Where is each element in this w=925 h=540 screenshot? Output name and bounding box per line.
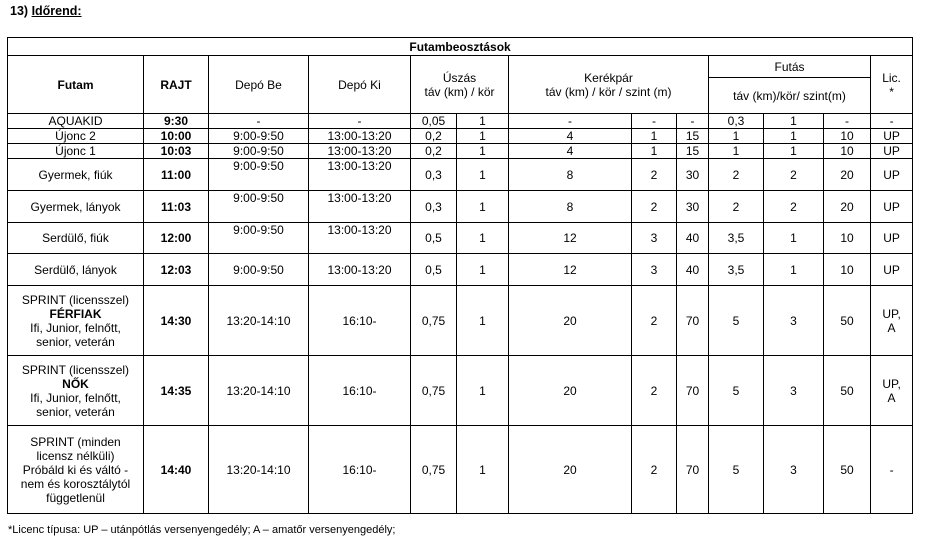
cell-bike-tav: 20	[509, 356, 632, 426]
cell-line: Ifi, Junior, felnőtt,	[30, 320, 121, 335]
cell-bike-tav: 12	[509, 223, 632, 254]
cell-depo-be: 9:00-9:50	[209, 191, 309, 223]
cell-futam	[8, 356, 144, 426]
header-lic-label: Lic.	[882, 70, 901, 85]
cell-run-szint: 10	[824, 129, 871, 144]
cell-uszas-kor: 1	[457, 286, 509, 356]
cell-bike-kor: -	[632, 114, 677, 129]
cell-line: SPRINT (licensszel)	[21, 362, 130, 377]
cell-bike-tav: 4	[509, 144, 632, 159]
cell-depo-ki: 16:10-	[309, 426, 411, 514]
cell-run-tav: 3,5	[709, 223, 764, 254]
cell-bike-szint: 30	[677, 159, 709, 191]
table-row	[8, 254, 913, 286]
cell-uszas-tav: 0,75	[411, 286, 457, 356]
cell-bike-tav: 8	[509, 191, 632, 223]
cell-bike-szint: 70	[677, 286, 709, 356]
schedule-table	[7, 37, 913, 514]
cell-bike-szint: 15	[677, 129, 709, 144]
cell-bike-szint: 40	[677, 254, 709, 286]
cell-line: Újonc 2	[55, 129, 96, 143]
cell-line: függetlenül	[46, 490, 105, 505]
cell-bike-kor: 2	[632, 159, 677, 191]
cell-depo-ki: -	[309, 114, 411, 129]
section-number: 13)	[10, 4, 29, 18]
cell-line: FÉRFIAK	[49, 306, 102, 321]
cell-line: A	[887, 390, 896, 405]
header-kerekpar	[509, 56, 709, 114]
cell-line: Serdülő, lányok	[34, 262, 117, 277]
cell-depo-be: -	[209, 114, 309, 129]
cell-line: licensz nélküli)	[36, 448, 115, 463]
header-lic-star: *	[889, 84, 894, 99]
cell-futam	[8, 254, 144, 286]
cell-uszas-tav: 0,75	[411, 426, 457, 514]
cell-line: NŐK	[62, 376, 89, 391]
table-row	[8, 129, 913, 144]
cell-bike-tav: 20	[509, 426, 632, 514]
cell-bike-tav: 4	[509, 129, 632, 144]
cell-bike-kor: 2	[632, 426, 677, 514]
section-title: Időrend:	[31, 4, 82, 18]
cell-uszas-tav: 0,75	[411, 356, 457, 426]
cell-line: SPRINT (licensszel)	[21, 292, 130, 307]
section-heading	[10, 4, 82, 18]
header-futam: Futam	[8, 56, 144, 114]
cell-run-tav: 1	[709, 144, 764, 159]
cell-bike-kor: 1	[632, 129, 677, 144]
cell-run-tav: 2	[709, 159, 764, 191]
cell-depo-be: 9:00-9:50	[209, 159, 309, 191]
cell-uszas-kor: 1	[457, 129, 509, 144]
cell-futam	[8, 286, 144, 356]
header-depo-be: Depó Be	[209, 56, 309, 114]
cell-futam	[8, 129, 144, 144]
cell-bike-szint: 30	[677, 191, 709, 223]
cell-rajt: 12:00	[144, 223, 209, 254]
header-kerekpar-sub: táv (km) / kör / szint (m)	[545, 84, 672, 99]
cell-bike-tav: 8	[509, 159, 632, 191]
cell-run-tav: 5	[709, 426, 764, 514]
cell-run-kor: 1	[764, 114, 824, 129]
cell-line: Gyermek, lányok	[30, 199, 121, 214]
cell-run-kor: 3	[764, 286, 824, 356]
cell-run-szint: -	[824, 114, 871, 129]
cell-bike-tav: 20	[509, 286, 632, 356]
table-row	[8, 223, 913, 254]
table-title-row	[8, 38, 913, 56]
cell-line: senior, veterán	[36, 334, 115, 349]
table-row	[8, 286, 913, 356]
cell-run-kor: 2	[764, 191, 824, 223]
cell-run-kor: 1	[764, 144, 824, 159]
table-row	[8, 191, 913, 223]
cell-rajt: 9:30	[144, 114, 209, 129]
cell-run-szint: 10	[824, 254, 871, 286]
cell-line: senior, veterán	[36, 404, 115, 419]
cell-rajt: 10:03	[144, 144, 209, 159]
cell-bike-szint: 40	[677, 223, 709, 254]
cell-depo-ki: 13:00-13:20	[309, 223, 411, 254]
header-row	[8, 56, 913, 78]
cell-run-kor: 2	[764, 159, 824, 191]
cell-run-szint: 20	[824, 191, 871, 223]
cell-uszas-kor: 1	[457, 426, 509, 514]
table-row	[8, 426, 913, 514]
cell-futam	[8, 114, 144, 129]
header-lic	[871, 56, 913, 114]
cell-run-tav: 2	[709, 191, 764, 223]
cell-bike-szint: 15	[677, 144, 709, 159]
cell-uszas-tav: 0,2	[411, 129, 457, 144]
cell-line: A	[887, 320, 896, 335]
cell-depo-ki: 13:00-13:20	[309, 129, 411, 144]
cell-rajt: 14:40	[144, 426, 209, 514]
cell-depo-be: 9:00-9:50	[209, 129, 309, 144]
cell-futam	[8, 223, 144, 254]
cell-futam	[8, 159, 144, 191]
cell-line: SPRINT (minden	[30, 434, 121, 449]
cell-lic: -	[871, 114, 913, 129]
cell-bike-kor: 1	[632, 144, 677, 159]
cell-bike-kor: 3	[632, 254, 677, 286]
cell-depo-ki: 13:00-13:20	[309, 144, 411, 159]
cell-lic: -	[871, 426, 913, 514]
cell-depo-be: 13:20-14:10	[209, 356, 309, 426]
cell-depo-ki: 16:10-	[309, 356, 411, 426]
cell-uszas-tav: 0,05	[411, 114, 457, 129]
cell-uszas-tav: 0,3	[411, 191, 457, 223]
cell-rajt: 11:03	[144, 191, 209, 223]
cell-run-kor: 1	[764, 223, 824, 254]
header-uszas	[411, 56, 509, 114]
cell-run-szint: 10	[824, 144, 871, 159]
cell-run-tav: 0,3	[709, 114, 764, 129]
cell-run-szint: 50	[824, 356, 871, 426]
header-rajt: RAJT	[144, 56, 209, 114]
table-title: Futambeosztások	[8, 38, 913, 56]
header-futas-sub: táv (km)/kör/ szint(m)	[709, 78, 871, 114]
cell-rajt: 14:30	[144, 286, 209, 356]
cell-bike-kor: 2	[632, 356, 677, 426]
cell-uszas-kor: 1	[457, 191, 509, 223]
table-row	[8, 356, 913, 426]
table-row	[8, 144, 913, 159]
cell-run-kor: 3	[764, 426, 824, 514]
cell-bike-kor: 2	[632, 286, 677, 356]
cell-run-szint: 50	[824, 426, 871, 514]
cell-bike-tav: -	[509, 114, 632, 129]
cell-depo-ki: 13:00-13:20	[309, 159, 411, 191]
cell-futam	[8, 191, 144, 223]
cell-bike-szint: -	[677, 114, 709, 129]
header-kerekpar-label: Kerékpár	[584, 70, 633, 85]
cell-depo-ki: 16:10-	[309, 286, 411, 356]
table-row	[8, 114, 913, 129]
cell-run-tav: 1	[709, 129, 764, 144]
cell-futam	[8, 144, 144, 159]
schedule-body	[8, 38, 913, 514]
cell-line: UP,	[882, 306, 901, 321]
cell-rajt: 11:00	[144, 159, 209, 191]
cell-lic: UP	[871, 191, 913, 223]
cell-uszas-tav: 0,3	[411, 159, 457, 191]
cell-line: Gyermek, fiúk	[38, 167, 113, 182]
cell-lic: UP	[871, 144, 913, 159]
cell-depo-be: 9:00-9:50	[209, 223, 309, 254]
cell-bike-szint: 70	[677, 426, 709, 514]
cell-lic	[871, 286, 913, 356]
table-row	[8, 159, 913, 191]
cell-uszas-kor: 1	[457, 223, 509, 254]
cell-run-szint: 50	[824, 286, 871, 356]
cell-uszas-tav: 0,2	[411, 144, 457, 159]
cell-lic: UP	[871, 129, 913, 144]
cell-line: Serdülő, fiúk	[42, 231, 109, 245]
cell-rajt: 10:00	[144, 129, 209, 144]
cell-line: AQUAKID	[48, 114, 103, 128]
cell-rajt: 14:35	[144, 356, 209, 426]
cell-run-szint: 20	[824, 159, 871, 191]
cell-run-tav: 5	[709, 356, 764, 426]
cell-bike-szint: 70	[677, 356, 709, 426]
cell-uszas-kor: 1	[457, 356, 509, 426]
cell-depo-ki: 13:00-13:20	[309, 254, 411, 286]
cell-uszas-tav: 0,5	[411, 223, 457, 254]
footnote: *Licenc típusa: UP – utánpótlás versenyengedély; A – amatőr versenyengedély;	[8, 524, 396, 536]
cell-bike-tav: 12	[509, 254, 632, 286]
cell-line: UP,	[882, 376, 901, 391]
cell-uszas-tav: 0,5	[411, 254, 457, 286]
cell-depo-be: 9:00-9:50	[209, 144, 309, 159]
cell-run-kor: 1	[764, 129, 824, 144]
cell-uszas-kor: 1	[457, 144, 509, 159]
cell-run-kor: 3	[764, 356, 824, 426]
cell-line: Újonc 1	[55, 144, 96, 158]
cell-bike-kor: 3	[632, 223, 677, 254]
cell-line: Próbáld ki és váltó -	[22, 462, 129, 477]
cell-depo-be: 13:20-14:10	[209, 286, 309, 356]
cell-rajt: 12:03	[144, 254, 209, 286]
header-uszas-label: Úszás	[442, 70, 477, 85]
cell-lic	[871, 356, 913, 426]
cell-run-tav: 3,5	[709, 254, 764, 286]
cell-run-szint: 10	[824, 223, 871, 254]
cell-lic: UP	[871, 159, 913, 191]
cell-depo-ki: 13:00-13:20	[309, 191, 411, 223]
header-uszas-sub: táv (km) / kör	[424, 84, 495, 99]
cell-line: nem és korosztálytól	[20, 476, 131, 491]
cell-lic: UP	[871, 223, 913, 254]
cell-line: Ifi, Junior, felnőtt,	[30, 390, 121, 405]
cell-uszas-kor: 1	[457, 114, 509, 129]
cell-uszas-kor: 1	[457, 254, 509, 286]
header-depo-ki: Depó Ki	[309, 56, 411, 114]
cell-futam	[8, 426, 144, 514]
cell-run-tav: 5	[709, 286, 764, 356]
cell-depo-be: 13:20-14:10	[209, 426, 309, 514]
cell-lic: UP	[871, 254, 913, 286]
cell-uszas-kor: 1	[457, 159, 509, 191]
cell-bike-kor: 2	[632, 191, 677, 223]
cell-depo-be: 9:00-9:50	[209, 254, 309, 286]
cell-run-kor: 1	[764, 254, 824, 286]
header-futas: Futás	[709, 56, 871, 78]
